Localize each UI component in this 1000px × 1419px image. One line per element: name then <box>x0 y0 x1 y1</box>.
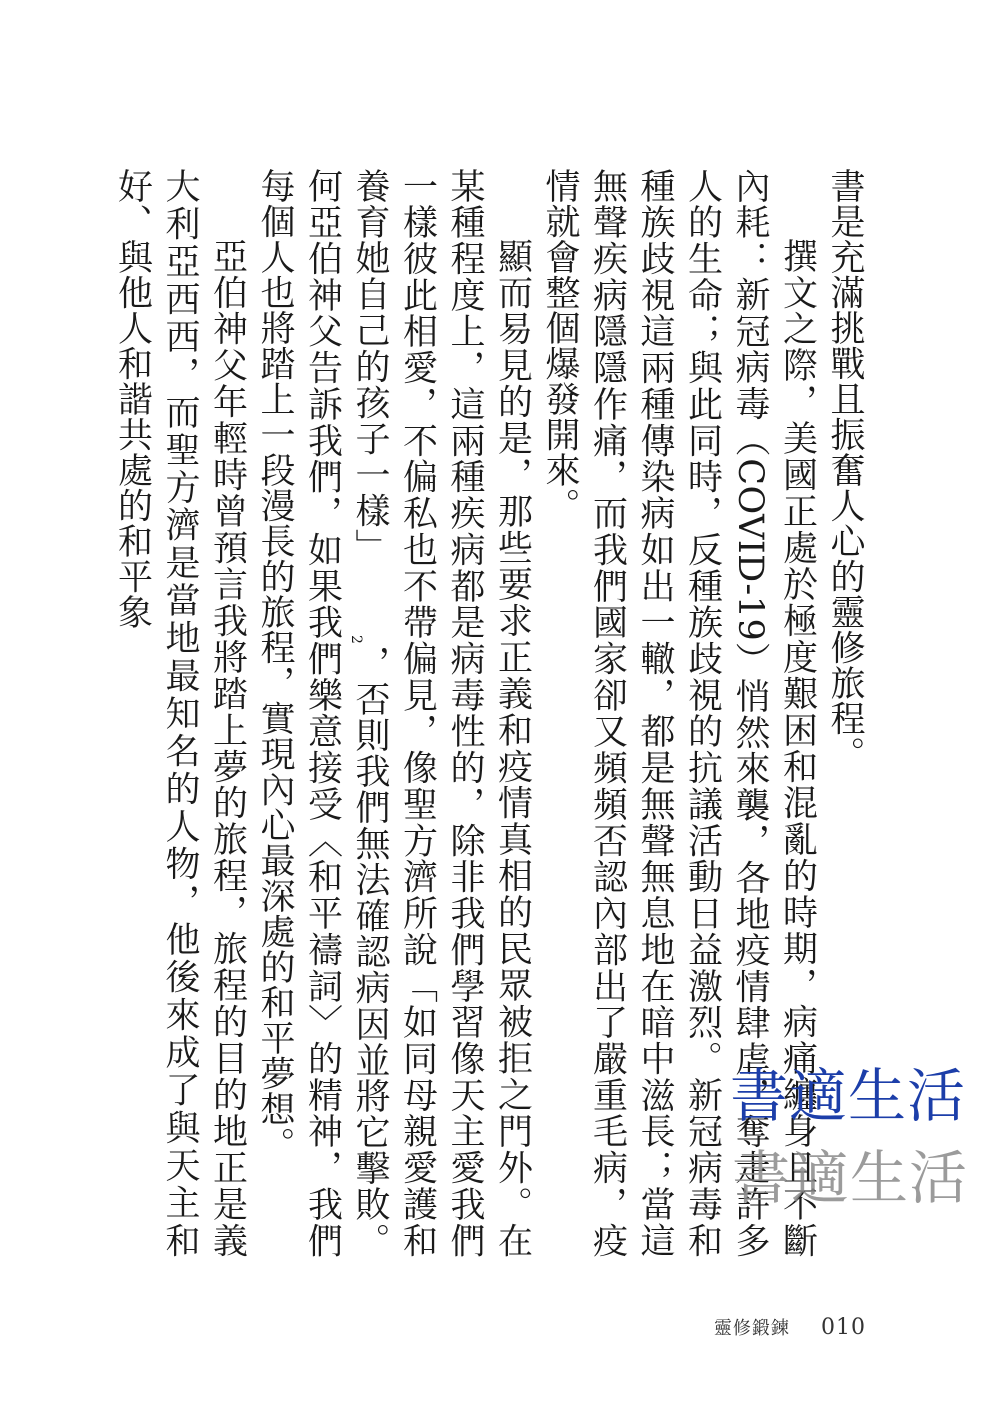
paragraph-4: 亞伯神父年輕時曾預言我將踏上夢的旅程，旅程的目的地正是義大利亞西西，而聖方濟是當地最知名的人物，他後來成了與天主和好、與他人和諧共處的和平象 <box>112 168 248 1258</box>
page-number: 010 <box>821 1315 866 1340</box>
paragraph-1: 書是充滿挑戰且振奮人心的靈修旅程。 <box>825 168 865 772</box>
watermark-secondary: 書適生活 <box>732 1144 969 1212</box>
paragraph-3 <box>251 168 536 1258</box>
watermark-primary: 書適生活 <box>730 1062 967 1130</box>
footnote-marker: 2 <box>348 635 364 645</box>
page-footer <box>714 1314 866 1340</box>
paragraph-3-part-1: 顯而易見的是，那些要求正義和疫情真相的民眾被拒之門外。在某種程度上，這兩種疾病都是病毒性的，除非我們學習像天主愛我們一樣彼此相愛，不偏私也不帶偏見，像聖方濟所說「如同母親愛護和養育她自己的孩子一樣」 <box>350 168 533 1258</box>
running-title: 靈修鍛鍊 <box>713 1318 790 1339</box>
paragraph-2: 撰文之際，美國正處於極度艱困和混亂的時期，病痛纏身且不斷內耗：新冠病毒（COVID-19）悄然來襲，各地疫情肆虐，奪走許多人的生命；與此同時，反種族歧視的抗議活動日益激烈。新冠病毒和種族歧視這兩種傳染病如出一轍，都是無聲無息地在暗中滋長；當這無聲疾病隱隱作痛，而我們國家卻又頻頻否認內部出了嚴重毛病，疫情就會整個爆發開來。 <box>540 168 818 1258</box>
paragraph-3-part-2: ，否則我們無法確認病因並將它擊敗。何亞伯神父告訴我們，如果我們樂意接受〈和平禱詞〉的精神，我們每個人也將踏上一段漫長的旅程，實現內心最深處的和平夢想。 <box>255 168 390 1259</box>
